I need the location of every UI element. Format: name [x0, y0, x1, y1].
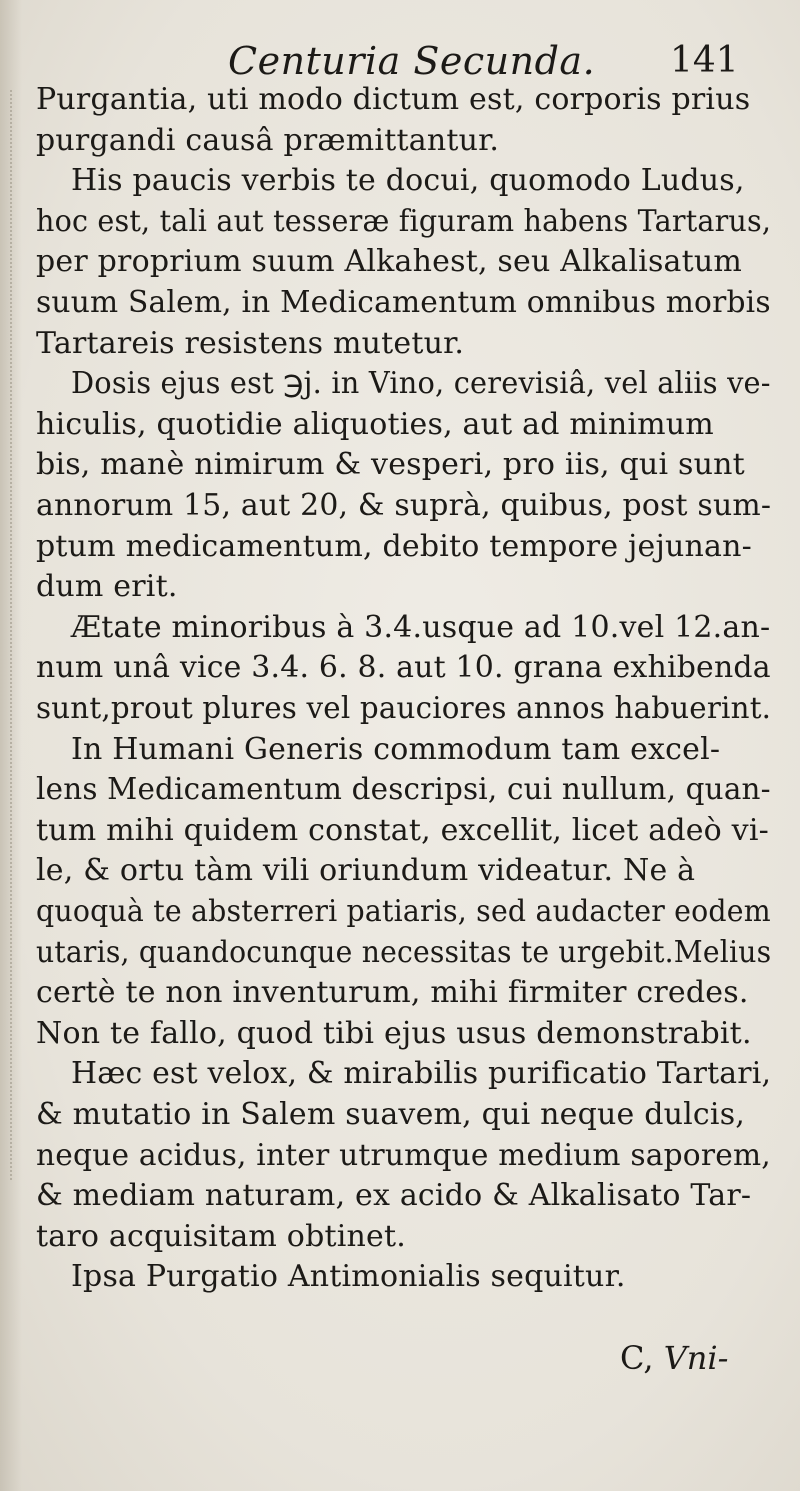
text-line: tum mihi quidem constat, excellit, licet adeò vi-	[36, 812, 769, 848]
text-line: & mediam naturam, ex acido & Alkalisato Tar-	[36, 1178, 752, 1214]
text-line: Tartareis resistens mutetur.	[36, 325, 465, 361]
text-line: taro acquisitam obtinet.	[36, 1218, 406, 1254]
text-line: annorum 15, aut 20, & suprà, quibus, post sum-	[36, 488, 772, 523]
text-line: Purgantia, uti modo dictum est, corporis prius	[36, 82, 751, 117]
text-line: Non te fallo, quod tibi ejus usus demonstrabit.	[36, 1015, 752, 1051]
text-line: num unâ vice 3.4. 6. 8. aut 10. grana exhibenda	[36, 650, 771, 686]
text-line: In Humani Generis commodum tam excel-	[71, 731, 721, 767]
text-line: His paucis verbis te docui, quomodo Ludus,	[71, 163, 745, 199]
text-line: hiculis, quotidie aliquoties, aut ad minimum	[36, 406, 714, 442]
text-line: Ætate minoribus à 3.4.usque ad 10.vel 12.an-	[71, 609, 771, 645]
text-line: hoc est, tali aut tesseræ figuram habens Tartarus,	[36, 203, 772, 239]
text-line: lens Medicamentum descripsi, cui nullum, quan-	[36, 772, 771, 808]
signature-mark: C,	[620, 1339, 654, 1377]
text-line: le, & ortu tàm vili oriundum videatur. Ne à	[36, 853, 696, 889]
text-line: per proprium suum Alkahest, seu Alkalisatum	[36, 244, 743, 280]
text-line: Hæc est velox, & mirabilis purificatio Tartari,	[71, 1056, 772, 1092]
text-line: dum erit.	[36, 569, 178, 605]
catchword-word: Vni-	[663, 1339, 729, 1377]
page-number: 141	[670, 40, 739, 81]
page-header	[0, 36, 800, 86]
text-line: quoquà te absterreri patiaris, sed audacter eodem	[36, 894, 771, 929]
text-line: purgandi causâ præmittantur.	[36, 122, 500, 158]
running-title: Centuria Secunda.	[228, 39, 596, 83]
text-line: Dosis ejus est ℈j. in Vino, cerevisiâ, vel aliis ve-	[71, 366, 771, 402]
text-line: certè te non inventurum, mihi firmiter credes.	[36, 975, 749, 1011]
text-line: ptum medicamentum, debito tempore jejunan-	[36, 528, 752, 564]
catchword	[620, 1338, 728, 1378]
gutter-marks	[10, 90, 16, 1180]
text-line: suum Salem, in Medicamentum omnibus morbis	[36, 285, 771, 320]
text-line: bis, manè nimirum & vesperi, pro iis, qui sunt	[36, 447, 745, 483]
text-line: Ipsa Purgatio Antimonialis sequitur.	[71, 1259, 626, 1295]
text-line: neque acidus, inter utrumque medium saporem,	[36, 1137, 771, 1173]
text-line: sunt,prout plures vel pauciores annos habuerint.	[36, 691, 772, 726]
text-line: utaris, quandocunque necessitas te urgebit.Melius	[36, 934, 772, 970]
text-line: & mutatio in Salem suavem, qui neque dulcis,	[36, 1097, 746, 1132]
